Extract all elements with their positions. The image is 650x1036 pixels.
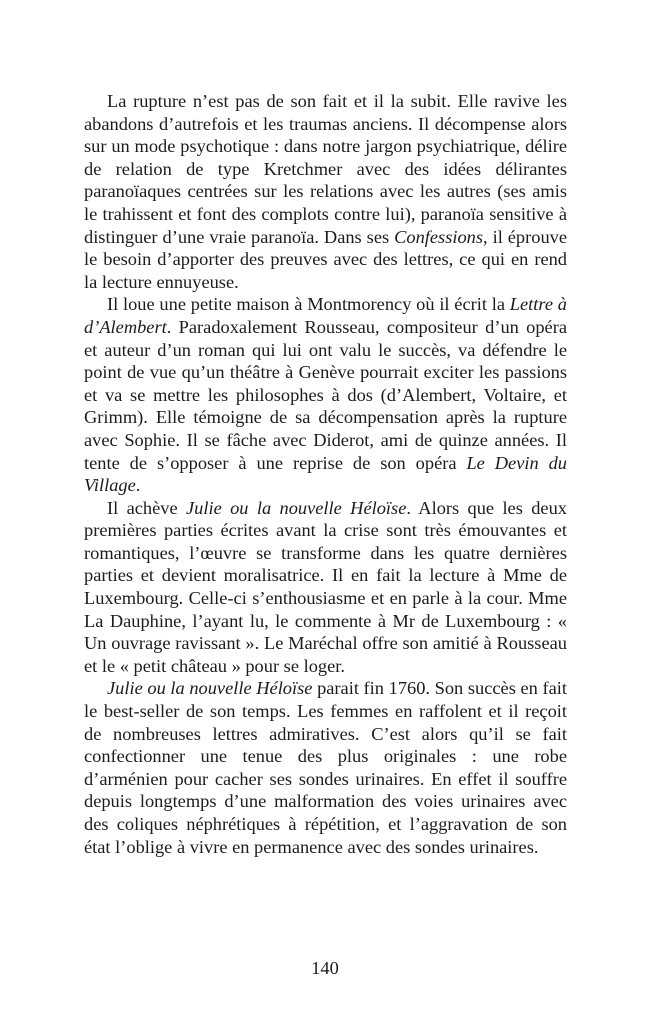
text-run: Il achève	[107, 497, 186, 518]
text-run: . Paradoxalement Rousseau, compositeur d’un opéra et auteur d’un roman qui lui ont valu le succès, va défendre le point de vue qu’un théâtre à Genève pourrait exciter les passions et va se mettre les philosophes à dos (d’Alembert, Voltaire, et Grimm). Elle témoigne de sa décompensation après la rupture avec Sophie. Il se fâche avec Diderot, ami de quinze années. Il tente de s’opposer à une reprise de son opéra	[84, 316, 567, 473]
paragraph	[84, 497, 567, 678]
page-number: 140	[311, 958, 339, 978]
text-run: . Alors que les deux premières parties écrites avant la crise sont très émouvantes et romantiques, l’œuvre se transforme dans les quatre dernières parties et devient moralisatrice. Il en fait la lecture à Mme de Luxembourg. Celle-ci s’enthousiasme et en parle à la cour. Mme La Dauphine, l’ayant lu, le commente à Mr de Luxembourg : « Un ouvrage ravissant ». Le Maréchal offre son amitié à Rousseau et le « petit château » pour se loger.	[84, 497, 567, 676]
paragraph	[84, 677, 567, 858]
page-body	[84, 90, 567, 858]
text-run: parait fin 1760. Son succès en fait le best-seller de son temps. Les femmes en raffolent et il reçoit de nombreuses lettres admiratives. C’est alors qu’il se fait confectionner une tenue des plus originales : une robe d’arménien pour cacher ses sondes urinaires. En effet il souffre depuis longtemps d’une malformation des voies urinaires avec des coliques néphrétiques à répétition, et l’aggravation de son état l’oblige à vivre en permanence avec des sondes urinaires.	[84, 678, 568, 857]
text-run: Il loue une petite maison à Montmorency où il écrit la	[107, 294, 510, 315]
italic-title: Julie ou la nouvelle Héloïse	[107, 678, 313, 699]
italic-title: Le Devin du Village	[84, 452, 568, 496]
text-run: , il éprouve le besoin d’apporter des preuves avec des lettres, ce qui en rend la lecture ennuyeuse.	[84, 226, 567, 292]
text-run: La rupture n’est pas de son fait et il la subit. Elle ravive les abandons d’autrefois et les traumas anciens. Il décompense alors sur un mode psychotique : dans notre jargon psychiatrique, délire de relation de type Kretchmer avec des idées délirantes paranoïaques centrées sur les relations avec les autres (ses amis le trahissent et font des complots contre lui), paranoïa sensitive à distinguer d’une vraie paranoïa. Dans ses	[84, 91, 567, 247]
italic-title: Julie ou la nouvelle Héloïse	[186, 497, 407, 518]
italic-title: Confessions	[394, 226, 484, 247]
italic-title: Lettre à d’Alembert	[84, 294, 567, 337]
paragraph	[84, 293, 567, 496]
text-run: .	[135, 475, 141, 496]
paragraph	[84, 90, 567, 293]
